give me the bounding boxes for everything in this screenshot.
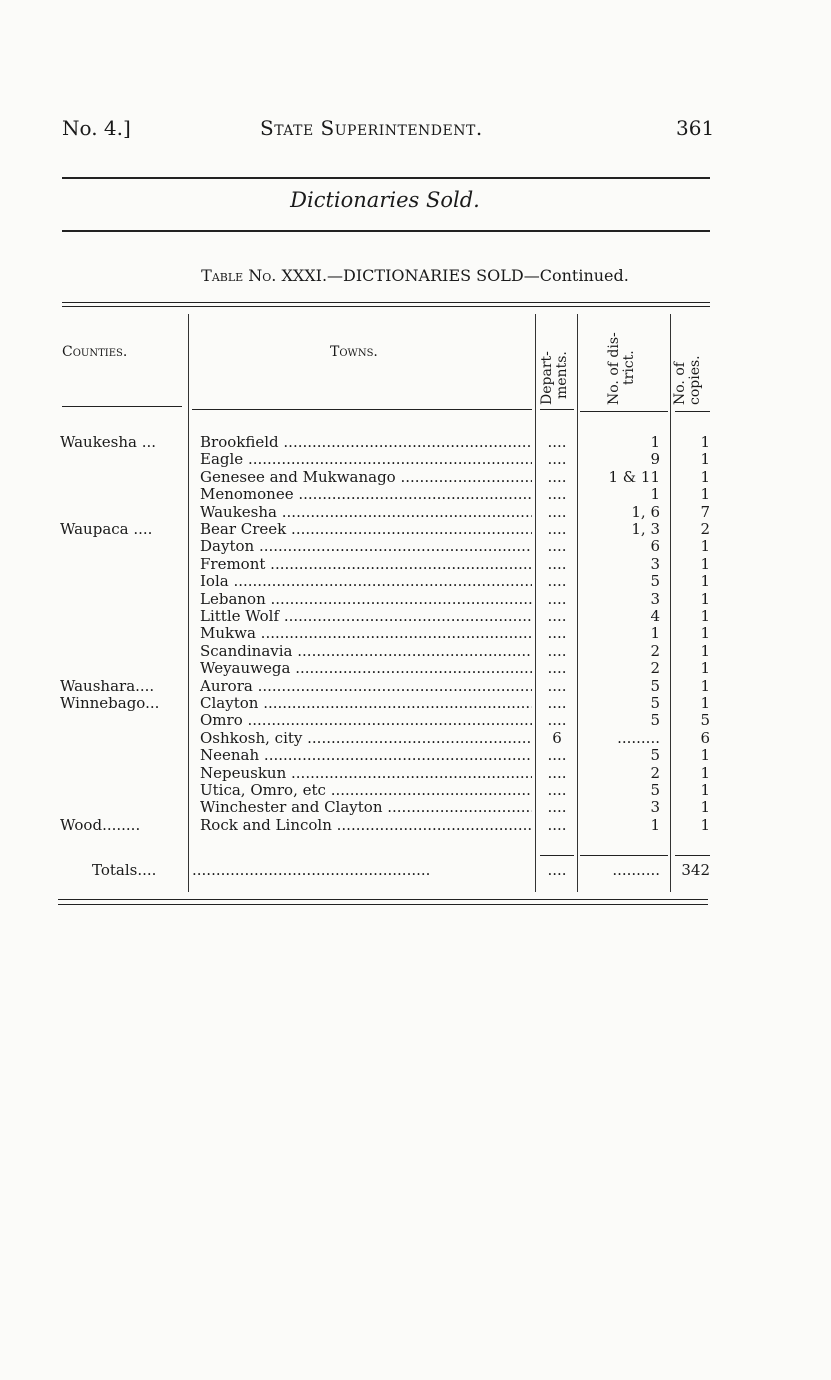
departments-cell: .... [547, 572, 567, 591]
district-cell: 5 [650, 746, 660, 765]
town-cell: Winchester and Clayton ..... [200, 799, 532, 816]
departments-cell: .... [547, 711, 567, 730]
district-cell: 2 [650, 659, 660, 678]
copies-cell: 1 [700, 676, 710, 695]
town-cell: Genesee and Mukwanago ..... [200, 469, 532, 486]
header-rule [62, 177, 710, 179]
town-cell: Utica, Omro, etc ..... [200, 782, 532, 799]
copies-cell: 1 [700, 798, 710, 817]
district-cell: 1 [650, 433, 660, 451]
departments-cell: .... [547, 641, 567, 660]
table-row [0, 591, 831, 608]
copies-cell: 1 [700, 746, 710, 765]
copies-cell: 5 [700, 711, 710, 730]
column-header-departments-line1: Depart- [539, 351, 555, 405]
column-header-copies [673, 355, 703, 405]
totals-label: Totals.... [92, 862, 157, 879]
column-header-copies-line2: copies. [687, 355, 703, 405]
table-row [0, 625, 831, 642]
table-row [0, 782, 831, 799]
table-row [0, 678, 831, 695]
copies-cell: 1 [700, 624, 710, 643]
town-cell: Nepeuskun ..... [200, 765, 532, 782]
county-cell: Waupaca .... [60, 521, 153, 538]
table-row [0, 556, 831, 573]
table-row [0, 643, 831, 660]
departments-cell: .... [547, 746, 567, 765]
totals-rule-depts [540, 855, 574, 856]
town-cell: Bear Creek ..... [200, 521, 532, 538]
column-header-district-line1: No. of dis- [606, 332, 622, 405]
table-row [0, 538, 831, 555]
table-row [0, 660, 831, 677]
town-cell: Iola ..... [200, 573, 532, 590]
copies-cell: 1 [700, 589, 710, 608]
table-row [0, 608, 831, 625]
district-cell: 5 [650, 781, 660, 799]
departments-cell: .... [547, 676, 567, 695]
town-cell: Lebanon ..... [200, 591, 532, 608]
departments-cell: 6 [552, 728, 562, 747]
town-cell: Omro ..... [200, 712, 532, 729]
town-cell: Waukesha ..... [200, 504, 532, 521]
copies-cell: 1 [700, 607, 710, 625]
totals-towns: .................................................. [192, 862, 431, 879]
district-cell: 1 [650, 485, 660, 504]
copies-cell: 1 [700, 781, 710, 799]
copies-cell: 1 [700, 433, 710, 451]
table-row [0, 817, 831, 834]
departments-cell: .... [547, 554, 567, 573]
copies-cell: 1 [700, 694, 710, 712]
copies-cell: 1 [700, 554, 710, 573]
table-row [0, 504, 831, 521]
district-cell: 3 [650, 554, 660, 573]
table-row [0, 712, 831, 729]
table-row [0, 434, 831, 451]
departments-cell: .... [547, 624, 567, 643]
table-top-rule-2 [62, 306, 710, 307]
copies-cell: 1 [700, 450, 710, 469]
departments-cell: .... [547, 815, 567, 834]
copies-cell: 1 [700, 641, 710, 660]
district-cell: 4 [650, 607, 660, 625]
district-cell: 5 [650, 711, 660, 730]
departments-cell: .... [547, 502, 567, 521]
page-header-title: State Superintendent. [260, 116, 483, 140]
table-number: Table No. XXXI. [201, 266, 328, 285]
totals-copies: 342 [681, 861, 710, 879]
column-header-towns: Towns. [330, 344, 378, 360]
totals-rule-district [580, 855, 668, 856]
copies-cell: 1 [700, 572, 710, 591]
page-number: 361 [676, 116, 715, 140]
district-cell: 5 [650, 572, 660, 591]
table-row [0, 469, 831, 486]
district-cell: 1, 3 [631, 520, 660, 538]
departments-cell: .... [547, 450, 567, 469]
town-cell: Fremont ..... [200, 556, 532, 573]
district-cell: 5 [650, 676, 660, 695]
copies-cell: 1 [700, 763, 710, 782]
town-cell: Neenah ..... [200, 747, 532, 764]
copies-cell: 1 [700, 659, 710, 678]
district-cell: 2 [650, 763, 660, 782]
header-underline-towns [192, 409, 532, 410]
totals-rule-copies [675, 855, 710, 856]
departments-cell: .... [547, 607, 567, 625]
section-rule [62, 230, 710, 232]
departments-cell: .... [547, 433, 567, 451]
table-row [0, 451, 831, 468]
copies-cell: 1 [700, 485, 710, 504]
district-cell: 3 [650, 589, 660, 608]
table-row [0, 695, 831, 712]
departments-cell: .... [547, 485, 567, 504]
departments-cell: .... [547, 694, 567, 712]
totals-district: .......... [612, 861, 660, 879]
totals-departments: .... [547, 861, 567, 879]
district-cell: 5 [650, 694, 660, 712]
copies-cell: 1 [700, 467, 710, 486]
departments-cell: .... [547, 781, 567, 799]
header-underline-district [580, 411, 668, 412]
county-cell: Waukesha ... [60, 434, 157, 451]
town-cell: Clayton ..... [200, 695, 532, 712]
town-cell: Rock and Lincoln ..... [200, 817, 532, 834]
table-row [0, 730, 831, 747]
copies-cell: 7 [700, 502, 710, 521]
departments-cell: .... [547, 537, 567, 556]
totals-row [0, 862, 831, 879]
district-cell: 1 [650, 815, 660, 834]
column-header-counties: Counties. [62, 344, 128, 360]
table-row [0, 747, 831, 764]
district-cell: 1, 6 [631, 502, 660, 521]
table-row [0, 765, 831, 782]
district-cell: 1 & 11 [608, 467, 660, 486]
table-row [0, 521, 831, 538]
departments-cell: .... [547, 798, 567, 817]
table-bottom-rule-2 [58, 904, 708, 905]
town-cell: Menomonee ..... [200, 486, 532, 503]
column-header-district [607, 332, 637, 405]
town-cell: Dayton ..... [200, 538, 532, 555]
district-cell: 9 [650, 450, 660, 469]
town-cell: Weyauwega ..... [200, 660, 532, 677]
copies-cell: 1 [700, 537, 710, 556]
table-row [0, 486, 831, 503]
table-row [0, 573, 831, 590]
departments-cell: .... [547, 467, 567, 486]
town-cell: Scandinavia ..... [200, 643, 532, 660]
town-cell: Eagle ..... [200, 451, 532, 468]
header-underline-copies [675, 411, 710, 412]
copies-cell: 2 [700, 520, 710, 538]
district-cell: 3 [650, 798, 660, 817]
county-cell: Wood........ [60, 816, 141, 834]
table-row [0, 799, 831, 816]
header-underline-depts [540, 409, 574, 410]
district-cell: ......... [617, 728, 660, 747]
column-header-copies-line1: No. of [672, 362, 688, 405]
header-underline-counties [62, 406, 182, 407]
table-bottom-rule [58, 899, 708, 900]
town-cell: Little Wolf ..... [200, 608, 532, 625]
district-cell: 1 [650, 624, 660, 643]
table-top-rule [62, 302, 710, 303]
section-title: Dictionaries Sold. [290, 188, 480, 212]
column-header-departments-line2: ments. [554, 351, 570, 399]
town-cell: Brookfield ..... [200, 434, 532, 451]
departments-cell: .... [547, 520, 567, 538]
town-cell: Aurora ..... [200, 678, 532, 695]
column-header-departments [540, 351, 570, 405]
column-header-district-line2: trict. [621, 350, 637, 385]
table-caption: —DICTIONARIES SOLD—Continued. [327, 266, 629, 285]
district-cell: 2 [650, 641, 660, 660]
departments-cell: .... [547, 659, 567, 678]
departments-cell: .... [547, 589, 567, 608]
district-cell: 6 [650, 537, 660, 556]
table-title [0, 266, 830, 285]
county-cell: Waushara.... [60, 677, 155, 695]
page-header-left: No. 4.] [62, 116, 131, 140]
departments-cell: .... [547, 763, 567, 782]
town-cell: Oshkosh, city ..... [200, 730, 532, 747]
town-cell: Mukwa ..... [200, 625, 532, 642]
copies-cell: 1 [700, 815, 710, 834]
county-cell: Winnebago... [60, 695, 160, 712]
copies-cell: 6 [700, 728, 710, 747]
